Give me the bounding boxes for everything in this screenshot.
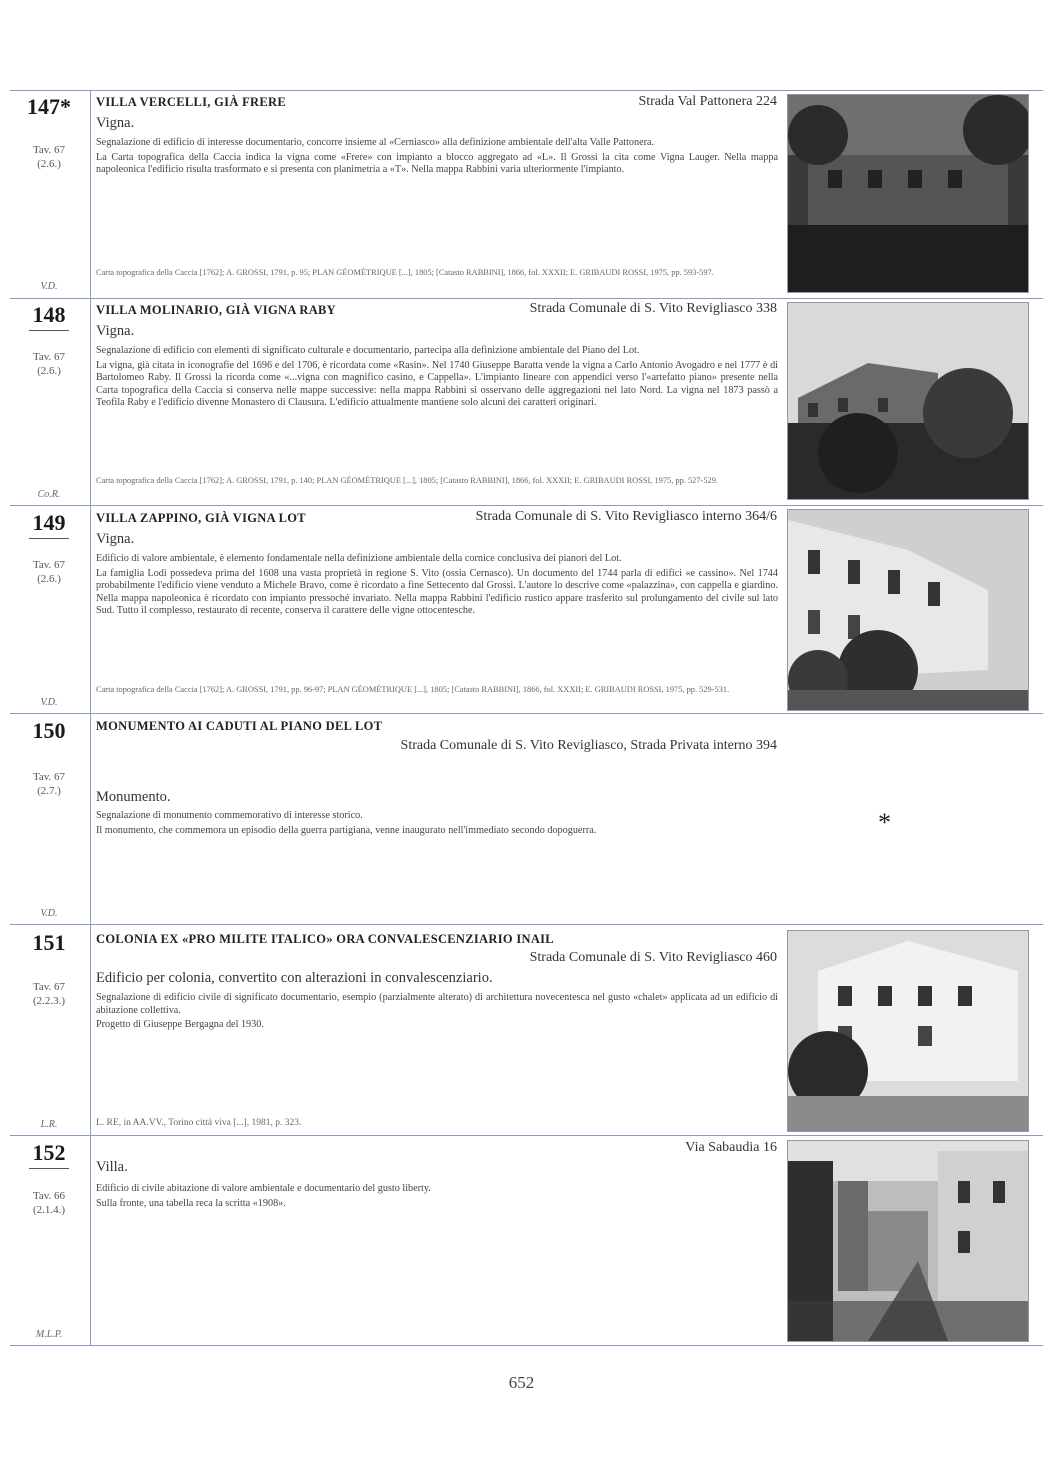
- entry-references: Carta topografica della Caccia [1762]; A. GROSSI, 1791, pp. 96-97; PLAN GÉOMÉTRIQUE [...], 1805; [Catasto RABBINI], 1866, fol. XXXII; E. GRIBAUDI ROSSI, 1975, pp. 529-531.: [96, 685, 730, 694]
- tav-ref: Tav. 67 (2.6.): [32, 559, 66, 585]
- entry-number: 152: [14, 1140, 84, 1169]
- entry-references: L. RE, in AA.VV., Torino città viva [...], 1981, p. 323.: [96, 1118, 302, 1128]
- entry-title: MONUMENTO AI CADUTI AL PIANO DEL LOT: [96, 719, 383, 733]
- entry-address: Strada Comunale di S. Vito Revigliasco interno 364/6: [475, 509, 777, 524]
- entry-references: Carta topografica della Caccia [1762]; A. GROSSI, 1791, p. 95; PLAN GÉOMÉTRIQUE [...], 1805; [Catasto RABBINI], 1866, fol. XXXII; E. GRIBAUDI ROSSI, 1975, pp. 593-597.: [96, 268, 714, 277]
- entry-title: VILLA ZAPPINO, GIÀ VIGNA LOT: [96, 511, 306, 525]
- villa-sabaudia-photo: [787, 1140, 1029, 1342]
- entry-type: Vigna.: [96, 115, 135, 131]
- entry-title: COLONIA EX «PRO MILITE ITALICO» ORA CONVALESCENZIARIO INAIL: [96, 932, 554, 946]
- tav-ref: Tav. 67 (2.6.): [32, 351, 66, 377]
- entry-number: 148: [14, 302, 84, 331]
- entry-number: 147*: [27, 94, 71, 119]
- entry-title: VILLA MOLINARIO, GIÀ VIGNA RABY: [96, 303, 337, 317]
- entry-body: Segnalazione di edificio con elementi di significato culturale e documentario, partecipa alla definizione ambientale del Piano del Lot. La vigna, già citata in iconografie del 1696 e del 1706, è ricordata come «Rasin». Nel 1740 Giuseppe Baratta vende la vigna a Carlo Antonio Avogadro e nel 1777 è di Bartolomeo Raby. Il Grossi la ricorda come «...vigna con magnifico casino, e Cappella». L'impianto lineare con appendici verso l'«artefatto piano» presente nella Carta topografica della Caccia si conserva nelle mappe successive: nella mappa Rabbini si osservano delle aggregazioni nel lato Nord. La vigna nel 1873 passò a Teofila Raby e l'edificio divenne Monastero di Clausura. L'edificio attualmente mantiene solo alcuni dei caratteri originari.: [96, 345, 778, 409]
- page-number: 652: [508, 1373, 535, 1392]
- tav-ref: Tav. 67 (2.7.): [32, 771, 66, 797]
- author-initials: M.L.P.: [35, 1329, 63, 1340]
- rule-148: [10, 298, 1043, 299]
- rule-bottom: [10, 1345, 1043, 1346]
- entry-body: Segnalazione di edificio civile di significato documentario, esempio (parzialmente alterato) di architettura novecentesca nel gusto «chalet» applicata ad un edificio di abitazione collettiva. Progetto di Giuseppe Bergagna del 1930.: [96, 992, 778, 1031]
- author-initials: L.R.: [40, 1119, 58, 1130]
- entry-address: Strada Comunale di S. Vito Revigliasco 338: [529, 301, 777, 316]
- entry-number: 150: [32, 718, 66, 743]
- entry-number: 151: [32, 930, 66, 955]
- entry-address: Strada Val Pattonera 224: [638, 94, 777, 109]
- author-initials: V.D.: [40, 281, 58, 292]
- entry-references: Carta topografica della Caccia [1762]; A. GROSSI, 1791, p. 140; PLAN GÉOMÉTRIQUE [...], 1805; [Catasto RABBINI], 1866, fol. XXXII; E. GRIBAUDI ROSSI, 1975, pp. 527-529.: [96, 476, 719, 485]
- author-initials: Co.R.: [37, 489, 61, 500]
- entry-title: VILLA VERCELLI, GIÀ FRERE: [96, 95, 286, 109]
- tav-ref: Tav. 67 (2.2.3.): [32, 981, 66, 1007]
- entry-type: Villa.: [96, 1159, 128, 1175]
- author-initials: V.D.: [40, 908, 58, 919]
- entry-body: Segnalazione di monumento commemorativo di interesse storico. Il monumento, che commemora un episodio della guerra partigiana, venne inaugurato nell'immediato secondo dopoguerra.: [96, 810, 597, 836]
- entry-type: Vigna.: [96, 323, 135, 339]
- tav-ref: Tav. 67 (2.6.): [32, 144, 66, 170]
- rule-152: [10, 1135, 1043, 1136]
- entry-body: Edificio di valore ambientale, è elemento fondamentale nella definizione ambientale della cornice conclusiva dei pianori del Lot. La famiglia Lodi possedeva prima del 1608 una vasta proprietà in regione S. Vito (ossia Cernasco). Un documento del 1744 parla di edifici «e cassino». Nel 1744 probabilmente l'edificio viene venduto a Michele Bravo, come è ricordato a fine Settecento dal Grossi. L'autore lo descrive come «palazzina», con cappella e giardino. Nella mappa napoleonica è ricordato con impianto pressoché invariato. Nella mappa Rabbini l'edificio rustico appare trasferito sul prolungamento del civile sul lato Sud. Tutto il complesso, restaurato di recente, conserva il carattere delle vigne ottocentesche.: [96, 553, 778, 617]
- colonia-photo: [787, 930, 1029, 1132]
- entry-address: Via Sabaudia 16: [685, 1140, 777, 1155]
- entry-number: 149: [14, 510, 84, 539]
- entry-type: Edificio per colonia, convertito con alterazioni in convalescenziario.: [96, 970, 493, 986]
- entry-type: Vigna.: [96, 531, 135, 547]
- rule-top: [10, 90, 1043, 91]
- villa-molinario-photo: [787, 302, 1029, 500]
- entry-address: Strada Comunale di S. Vito Revigliasco 460: [529, 950, 777, 965]
- rule-149: [10, 505, 1043, 506]
- entry-address: Strada Comunale di S. Vito Revigliasco, Strada Privata interno 394: [400, 738, 777, 753]
- villa-vercelli-photo: [787, 94, 1029, 293]
- villa-zappino-photo: [787, 509, 1029, 711]
- rule-151: [10, 924, 1043, 925]
- author-initials: V.D.: [40, 697, 58, 708]
- entry-body: Edificio di civile abitazione di valore ambientale e documentario del gusto liberty. Sulla fronte, una tabella reca la scritta «1908».: [96, 1183, 431, 1209]
- entry-body: Segnalazione di edificio di interesse documentario, concorre insieme al «Cerniasco» alla definizione ambientale dell'alta Valle Pattonera. La Carta topografica della Caccia indica la vigna come «Frere» con impianto a blocco aggregato ad «L». Il Grossi la cita come Vigna Lauger. Nella mappa napoleonica l'edificio risulta trasformato e si presenta con planimetria a «T». Nella mappa Rabbini varia ulteriormente l'impianto.: [96, 137, 778, 176]
- entry-type: Monumento.: [96, 789, 171, 805]
- rule-column: [90, 90, 91, 1345]
- tav-ref: Tav. 66 (2.1.4.): [32, 1190, 66, 1216]
- rule-150: [10, 713, 1043, 714]
- asterisk-mark: *: [878, 808, 891, 837]
